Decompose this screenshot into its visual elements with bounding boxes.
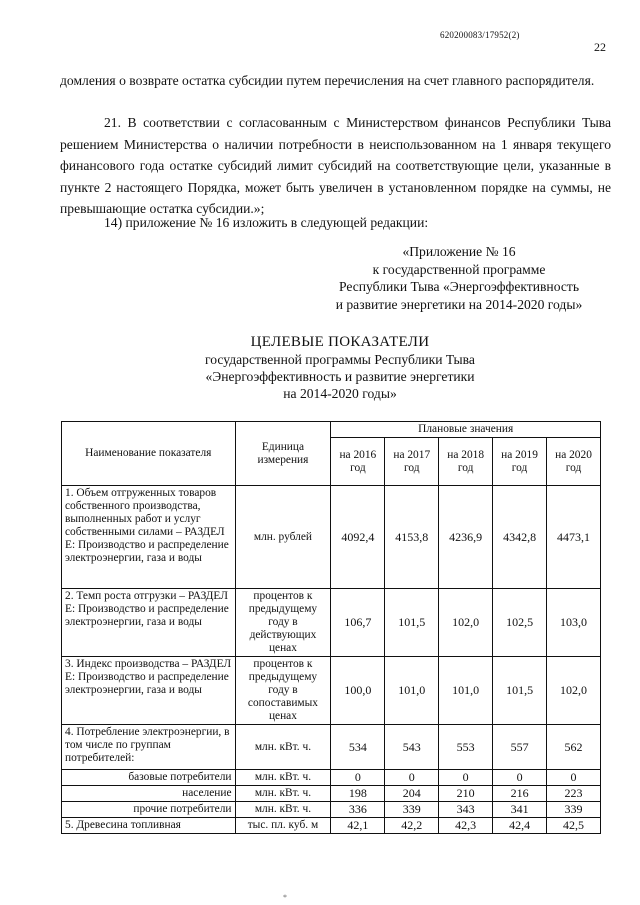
paragraph-21: 21. В соответствии с согласованным с Министерством финансов Республики Тыва решением Министерства о наличии потребности в неиспользованном на 1 января текущего финансового года остатке субсидий лимит субсидий на соответствующие цели, указанные в пункте 2 настоящего Порядка, может быть увеличен в установленном порядке на суммы, не превышающие остатка субсидии.»; [60,115,611,216]
header-indicator-name: Наименование показателя [62,422,236,486]
table-row [62,657,601,725]
header-unit: Единица измерения [235,422,331,486]
row-name: базовые потребители [62,770,236,786]
row-unit: процентов к предыдущему году в действующих ценах [235,589,331,657]
row-unit: тыс. пл. куб. м [235,818,331,834]
row-value: 341 [493,802,547,818]
row-name: 3. Индекс производства – РАЗДЕЛ E: Производство и распределение электроэнергии, газа и воды [62,657,236,725]
header-year: на 2019 год [493,438,547,486]
row-value: 216 [493,786,547,802]
row-unit: процентов к предыдущему году в сопоставимых ценах [235,657,331,725]
appendix-line-1: «Приложение № 16 [402,244,516,259]
row-value: 0 [331,770,385,786]
row-value: 42,5 [547,818,601,834]
row-value: 100,0 [331,657,385,725]
appendix-line-3: Республики Тыва «Энергоэффективность [338,279,580,294]
row-value: 101,5 [385,589,439,657]
row-value: 204 [385,786,439,802]
title-sub-2: «Энергоэффективность и развитие энергетики [205,369,475,384]
row-value: 42,2 [385,818,439,834]
row-value: 103,0 [547,589,601,657]
row-value: 4473,1 [547,486,601,589]
row-value: 562 [547,725,601,770]
table-row [62,802,601,818]
document-id: 620200083/17952(2) [440,30,520,40]
row-unit: млн. кВт. ч. [235,770,331,786]
row-value: 339 [547,802,601,818]
row-value: 42,4 [493,818,547,834]
footer-mark: * [283,893,287,902]
header-year: на 2020 год [547,438,601,486]
table-row [62,786,601,802]
row-name: 1. Объем отгруженных товаров собственного производства, выполненных работ и услуг собственными силами – РАЗДЕЛ E: Производство и распределение электроэнергии, газа и воды [62,486,236,589]
header-year: на 2017 год [385,438,439,486]
row-unit: млн. кВт. ч. [235,802,331,818]
row-value: 557 [493,725,547,770]
title-sub-3: на 2014-2020 годы» [283,386,397,401]
table-row [62,770,601,786]
row-name: население [62,786,236,802]
row-unit: млн. рублей [235,486,331,589]
row-value: 101,0 [385,657,439,725]
row-unit: млн. кВт. ч. [235,786,331,802]
row-value: 543 [385,725,439,770]
header-planned-values: Плановые значения [331,422,601,438]
row-value: 198 [331,786,385,802]
row-value: 343 [439,802,493,818]
title-sub-1: государственной программы Республики Тыва [205,352,475,367]
indicators-table [61,421,601,834]
row-value: 210 [439,786,493,802]
row-value: 0 [385,770,439,786]
row-value: 553 [439,725,493,770]
row-value: 106,7 [331,589,385,657]
table-row [62,818,601,834]
row-name: прочие потребители [62,802,236,818]
paragraph-14: 14) приложение № 16 изложить в следующей редакции: [104,215,429,230]
row-value: 534 [331,725,385,770]
table-row [62,589,601,657]
row-value: 0 [439,770,493,786]
appendix-line-2: к государственной программе [372,261,546,277]
row-value: 102,0 [547,657,601,725]
row-value: 102,5 [493,589,547,657]
row-unit: млн. кВт. ч. [235,725,331,770]
table-row [62,725,601,770]
row-value: 101,0 [439,657,493,725]
document-title [140,334,540,402]
table-row [62,486,601,589]
title-main: ЦЕЛЕВЫЕ ПОКАЗАТЕЛИ [250,334,430,350]
header-year: на 2016 год [331,438,385,486]
row-name: 4. Потребление электроэнергии, в том числе по группам потребителей: [62,725,236,770]
row-value: 339 [385,802,439,818]
row-value: 101,5 [493,657,547,725]
row-value: 42,3 [439,818,493,834]
row-name: 2. Темп роста отгрузки – РАЗДЕЛ E: Производство и распределение электроэнергии, газа и воды [62,589,236,657]
row-value: 336 [331,802,385,818]
row-value: 4092,4 [331,486,385,589]
row-value: 4153,8 [385,486,439,589]
page-number: 22 [594,40,606,54]
row-value: 4342,8 [493,486,547,589]
header-year: на 2018 год [439,438,493,486]
paragraph-continuation: домления о возврате остатка субсидии путем перечисления на счет главного распорядителя. [60,73,595,88]
row-name: 5. Древесина топливная [62,818,236,834]
appendix-heading [314,243,604,313]
row-value: 42,1 [331,818,385,834]
row-value: 223 [547,786,601,802]
appendix-line-4: и развитие энергетики на 2014-2020 годы» [335,296,583,312]
row-value: 0 [547,770,601,786]
row-value: 0 [493,770,547,786]
row-value: 4236,9 [439,486,493,589]
row-value: 102,0 [439,589,493,657]
